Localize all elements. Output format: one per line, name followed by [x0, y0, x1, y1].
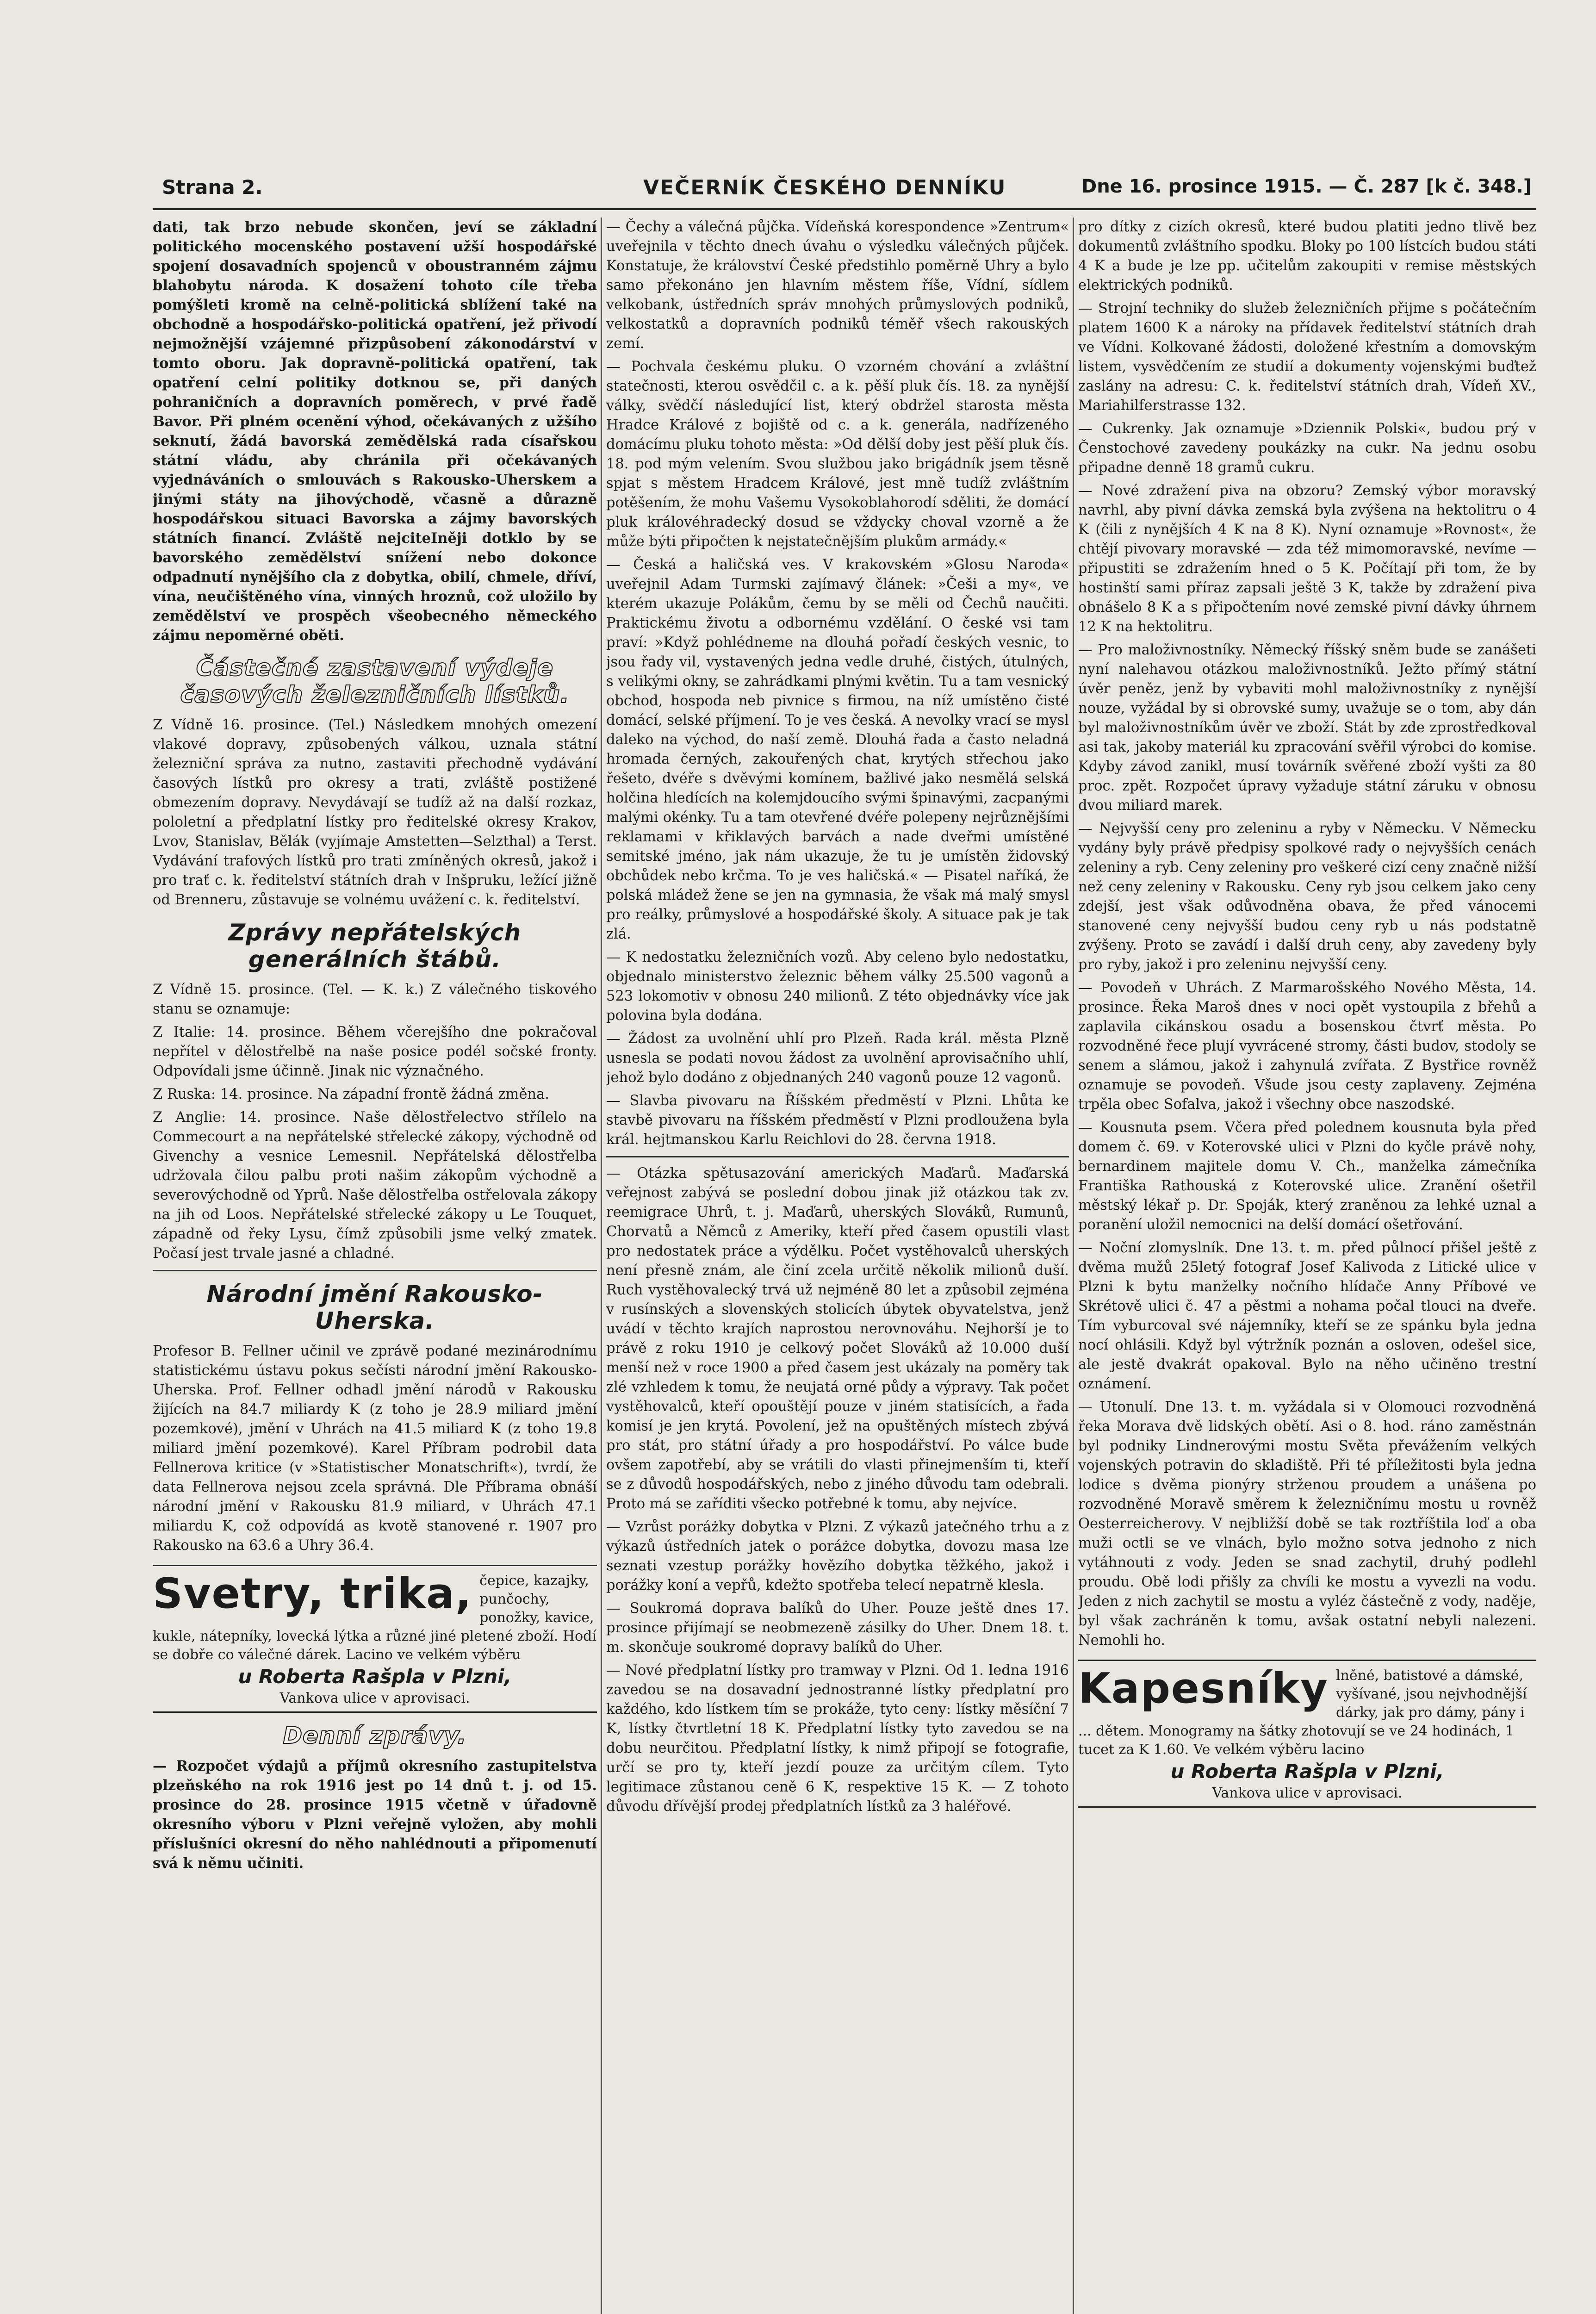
ad-firm: u Roberta Rašpla v Plzni,: [238, 1665, 512, 1688]
article-coal-request: — Žádost za uvolnění uhlí pro Plzeň. Rada král. města Plzně usnesla se podati novou žádost za uvolnění aprovisačního uhlí, jehož bylo dodáno z objednaných 240 vagonů pouze 12 vagonů.: [606, 1031, 1069, 1086]
ad-text: čepice, kazajky, punčochy, ponožky, kavice, kukle, nátepníky, lovecká lýtka a různé jiné pletené zboží. Hodí se dobře co válečné dárek. Lacino ve velkém výběru: [153, 1573, 596, 1663]
masthead: [153, 167, 1536, 210]
article-tickets-cont: pro dítky z cizích okresů, které budou platiti jedno tlivě bez dokumentů zvláštního spodku. Bloky po 100 lístcích budou státi 4 K a bude je lze pp. učitelům zakoupiti v remise městských elektrických podniků.: [1078, 219, 1536, 293]
article-enemy-reports-russia: Z Ruska: 14. prosince. Na západní frontě žádná změna.: [153, 1086, 549, 1102]
article-regiment-praise: — Pochvala českému pluku. O vzorném chování a zvláštní statečnosti, kterou osvědčil c. a k. pěší pluk čís. 18. za nynější války, svědčí následující list, který obdržel starosta města Hradce Králové z bojiště od c. a k. generála, nadřízeného domácímu pluku tohoto města: »Od dělší doby jest pěší pluk čís. 18. pod mým velením. Svou službou jako brigádník jsem těsně spjat s městem Hradcem Králové, jest mně tudíž zvláštním potěšením, že mohu Vašemu Vysokoblahorodí sděliti, že domácí pluk královéhradecký dosud se vždycky choval vzorně a že může býti připočten k nejstatečnějším plukům armády.«: [606, 359, 1069, 550]
article-war-loan: — Čechy a válečná půjčka. Vídeňská korespondence »Zentrum« uveřejnila v těchto dnech úvahu o výsledku válečných půjček. Konstatuje, že království České předstihlo poměrně Uhry a bylo samo překonáno jen hlavním městem říše, Vídní, sídlem velkobank, ústředních správ mnohých průmyslových podniků, velkostatků a dopravních podniků téměř všech rakouských zemí.: [606, 219, 1069, 352]
ad-address: Vankova ulice v aprovisaci.: [1212, 1785, 1403, 1801]
article-sugar: — Cukrenky. Jak oznamuje »Dziennik Polski«, budou prý v Čenstochové zavedeny poukázky na cukr. Na jednu osobu připadne denně 18 gramů cukru.: [1078, 421, 1536, 476]
lead-article-text: dati, tak brzo nebude skončen, jeví se základní politického mocenského postavení užší hospodářské spojení dosavadních spojenců v oboustranném zájmu blahobytu národa. K dosažení tohoto cíle třeba pomýšleti kromě na celně-politická sblížení také na obchodně a hospodářsko-politická opatření, jež přivodí nejmožnější vzájemné přizpůsobení zákonodárství v tomto oboru. Jak dopravně-politická opatření, tak opatření celní politiky dotknou se, při daných pohraničních a dopravních poměrech, v prvé řadě Bavor. Při plném ocenění výhod, očekávaných z užšího seknutí, žádá bavorská zemědělská rada císařskou státní vládu, aby chránila při očekávaných vyjednáváních o smlouvách s Rakousko-Uherskem a jinými státy na jihovýchodě, včasně a důrazně hospodářskou situaci Bavorska a zájmy bavorských státních financí. Zvláště nejciteIněji dotklo by se bavorského zemědělství snížení nebo dokonce odpadnutí nynějšího cla z dobytka, obilí, chmele, dříví, vína, neučištěného vína, vinných hroznů, což uložilo by zemědělství ve prospěch všeobecného německého zájmu nepoměrné oběti.: [153, 219, 597, 644]
advertisement-handkerchiefs: [1078, 1660, 1536, 1808]
newspaper-title: VEČERNÍK ČESKÉHO DENNÍKU: [643, 176, 1006, 199]
column-2: [606, 218, 1069, 1820]
column-rule-1: [601, 218, 602, 2314]
article-brewery: — Slavba pivovaru na Říšském předměstí v Plzni. Lhůta ke stavbě pivovaru na říšském předměstí v Plzni prodloužena byla král. hejtmanskou Karlu Reichlovi do 28. června 1918.: [606, 1093, 1069, 1148]
article-enemy-reports-intro: Z Vídně 15. prosince. (Tel. — K. k.) Z válečného tiskového stanu se oznamuje:: [153, 982, 597, 1017]
article-parcel-transport: — Soukromá doprava balíků do Uher. Pouze ještě dnes 17. prosince přijímají se neobmezeně zásilky do Uher. Dnem 18. t. m. skončuje soukromé dopravy balíků do Uher.: [606, 1600, 1069, 1655]
article-budget: — Rozpočet výdajů a příjmů okresního zastupitelstva plzeňského na rok 1916 jest po 14 dnů t. j. od 15. prosince do 28. prosince 1915 včetně v úřadovně okresního výboru v Plzni veřejně vyložen, aby mohli příslušníci okresní do něho nahlédnouti a připomenutí svá k němu učiniti.: [153, 1758, 597, 1872]
article-enemy-reports-england: Z Anglie: 14. prosince. Naše dělostřelectvo střílelo na Commecourt a na nepřátelské střelecké zákopy, východně od Givenchy a vesnice Lemesnil. Nepřátelská dělostřelba udržovala čilou palbu proti našim zákopům východně a severovýchodně od Yprů. Naše dělostřelba ostřelovala zákopy na jih od Loos. Nepřátelské střelecké zákopy u Le Touquet, západně od řeky Lysu, čímž způsobili jsme velký zmatek. Počasí jest trvale jasné a chladné.: [153, 1109, 597, 1262]
article-national-wealth: Profesor B. Fellner učinil ve zprávě podané mezinárodnímu statistickému ústavu pokus sečísti národní jmění Rakousko-Uherska. Prof. Fellner odhadl jmění národů v Rakousku žijících na 84.7 miliardy K (z toho je 28.9 miliard jmění pozemkové), jmění v Uhrách na 41.5 miliard K (z toho 19.8 miliard jmění pozemkové). Karel Příbram podrobil data Fellnerova kritice (v »Statistischer Monatschrift«), tvrdí, že data Fellnerova nejsou zcela správná. Dle Příbrama obnáší národní jmění v Rakousku 81.9 miliard, v Uhrách 47.1 miliardu K, což odpovídá as kvotě stanovené r. 1907 pro Rakousko na 63.6 a Uhry 36.4.: [153, 1343, 597, 1554]
article-beer-price: — Nové zdražení piva na obzoru? Zemský výbor moravský navrhl, aby pivní dávka zemská byla zvýšena na hektolitru o 4 K (čili z nynějších 4 K na 8 K). Nyní oznamuje »Rovnost«, že chtějí pivovary moravské — zda též mimomoravské, nevíme — připustiti se zdražením hned o 5 K. Počítají při tom, že by hostinští sami příraz zapsali ještě 3 K, takže by zdražení piva obnášelo 8 K a s připočtením nové zemské pivní dávky úhrnem 12 K na hektolitru.: [1078, 483, 1536, 635]
headline-national-wealth: Národní jmění Rakousko-Uherska.: [206, 1281, 543, 1334]
article-czech-galician-village: — Česká a haličská ves. V krakovském »Glosu Naroda« uveřejnil Adam Turmski zajímavý článek: »Češi a my«, ve kterém ukazuje Polákům, čemu by se měli od Čechů naučiti. Praktickému životu a odbornému vzdělání. O české vsi tam praví: »Když pohlédneme na dlouhá pořadí českých vesnic, to jsou řady vil, vystavených jedna vedle druhé, čistých, útulných, s velikými okny, se zahrádkami plnými květin. Tu a tam vesnický obchod, hospoda neb pivnice s firmou, na níž umístěno čisté domácí, selské příjmení. To je ves česká. A nevolky vrací se mysl daleko na východ, do naší země. Dlouhá řada a často neladná hromada černých, zakouřených chat, krytých střechou jako řešeto, dvéře s dvěvými komínem, bažlivé jako nesmělá selská holčina hledících na kolemjdoucího svými špinavými, zacpanými malými okénky. Tu a tam otevřené dvéře polepeny nejrůznějšími reklamami v křiklavých barvách a nade dveřmi umístěné semitské jméno, jak nám ukazuje, že tu je umístěn židovský obchůdek nebo krčma. To je ves haličská.« — Pisatel naříká, že polská mládež žene se jen na gymnasia, že však má malý smysl pro reálky, průmyslové a hospodářské školy. A situace pak je tak zlá.: [606, 557, 1069, 942]
ad-headline: Svetry, trika,: [153, 1569, 472, 1618]
issue-date: Dne 16. prosince 1915. — Č. 287 [k č. 348.]: [1081, 176, 1532, 197]
article-max-prices: — Nejvyšší ceny pro zeleninu a ryby v Německu. V Německu vydány byly právě předpisy spolkové rady o nejvyšších cenách zeleniny a ryb. Ceny zeleniny pro veškeré cizí ceny značně nižší než ceny zeleniny v Rakousku. Ceny ryb jsou celkem jako ceny zdejší, jest však odůvodněna obava, že před vánocemi stanovené ceny nejvyšší budou ceny ryb u nás podstatně zvýšeny. Proto se zavádí i další druh ceny, aby zavedeny byly pro ryby, jakož i pro zeleninu nejvyšší ceny.: [1078, 821, 1536, 973]
article-american-hungarians: — Otázka spětusazování amerických Maďarů. Maďarská veřejnost zabývá se poslední dobou jinak již otázkou tak zv. reemigrace Uhrů, t. j. Maďarů, uherských Slováků, Rumunů, Chorvatů a Němců z Ameriky, kteří před časem opustili vlast pro nedostatek práce a výdělku. Počet vystěhovalců uherských není přesně znám, ale činí zcela určitě několik milionů duší. Ruch vystěhovalecký trvá už nejméně 80 let a způsobil zejména v rusínských a slovenských stolicích úbytek obyvatelstva, jenž uvádí v těchto krajích naprostou nerovnováhu. Nejhorší je to právě z roku 1910 je celkový počet Slováků až 10.000 duší menší než v roce 1900 a před časem jest ukázaly na poměry tak zlé vzhledem k tomu, že neujatá orné půdy a výpravy. Tak počet vystěhovalců, kteří opouštějí pouze v jiném statisících, a řada komisí je jen krytá. Povolení, jež na opuštěných místech zbývá pro stát, pro státní úřady a pro hospodářství. Po válce bude ovšem zapotřebí, aby se vrátili do vlasti přinejmenším ti, kteří se z důvodů hospodářských, nebo z jiného důvodu tam odebrali. Proto má se zaříditi všecko potřebné k tomu, aby nejvíce.: [606, 1165, 1069, 1512]
divider: [606, 1156, 1069, 1157]
article-night-vandal: — Noční zlomyslník. Dne 13. t. m. před půlnocí přišel ještě z dvěma mužů 25letý fotograf Josef Kalivoda z Litické ulice v Plzni k bytu manželky nočního hlídače Anny Příbové ve Skrétově ulici č. 47 a pěstmi a nohama počal tlouci na dveře. Tím vyburcoval své nájemníky, kteří se ze spánku byla jedna nocí ohlásili. Když byl výtržník poznán a osloven, odešel sice, ale jestě dvakrát opakoval. Bylo na něho učiněno trestní oznámení.: [1078, 1240, 1536, 1392]
article-dog-bite: — Kousnuta psem. Včera před polednem kousnuta byla před domem č. 69. v Koterovské ulici v Plzni do kyčle právě nohy, bernardinem majitele domu V. Ch., manželka zámečníka Františka Rathouská z Koterovské ulice. Zranění ošetřil městský lékař p. Dr. Spoják, který zraněnou za lehké uznal a poranění uložil nemocnici na delší domácí ošetřování.: [1078, 1120, 1536, 1233]
article-rail-cars: — K nedostatku železničních vozů. Aby celeno bylo nedostatku, objednalo ministerstvo železnic během války 25.500 vagonů a 523 lokomotiv v obnosu 240 milionů. Z této objednávky více jak polovina byla dodána.: [606, 949, 1069, 1024]
newspaper-page: [153, 167, 1536, 2314]
article-railway-tickets: Z Vídně 16. prosince. (Tel.) Následkem mnohých omezení vlakové dopravy, způsobených válkou, uznala státní železniční správa za nutno, zastaviti přechodně vydávání časových lístků pro okresy a trati, zvláště postižené obmezením dopravy. Nevydávají se tudíž až na další rozkaz, pololetní a předplatní lístky pro ředitelské okresy Krakov, Lvov, Stanislav, Bělák (vyjímaje Amstetten—Selzthal) a Terst. Vydávání trafových lístků pro trati zmíněných okresů, jakož i pro trať c. k. ředitelství státních drah v Inšpruku, ležící jižně od Brenneru, zůstavuje se volnému uvážení c. k. ředitelství.: [153, 717, 597, 908]
article-tramway-tickets: — Nové předplatní lístky pro tramway v Plzni. Od 1. ledna 1916 zavedou se na dosavadní jednostranné lístky předplatní pro každého, kdo lístkem tím se prokáže, tyto ceny: lístky měsíční 7 K, lístky čtvrtletní 18 K. Předplatní lístky tyto zavedou se na dobu neurčitou. Předplatní lístky, k nimž připojí se fotografie, určí se pro ty, kteří jezdí pouze za určitým cílem. Tyto legitimace zůstanou ceně 6 K, respektive 15 K. — Z tohoto důvodu dřívější prodej předplatních lístků za 3 haléřové.: [606, 1662, 1069, 1815]
column-rule-2: [1073, 218, 1074, 2314]
article-drowned: — Utonulí. Dne 13. t. m. vyžádala si v Olomouci rozvodněná řeka Morava dvě lidských obětí. Asi o 8. hod. ráno zaměstnán byl podniky Lindnerovými mostu Světa převážením velkých vojenských potravin do skladiště. Při té příležitosti byla jedna lodice s dvěma pionýry strženou proudem a unášena po rozvodněné Moravě směrem k železničnímu mostu u rovněž Oesterreicherovy. V nejbližší době se tak roztříštila loď a oba muži octli se ve vlnách, bylo možno sotva jednoho z nich vytáhnouti z vody. Jeden se snad zachytil, druhý podlehl proudu. Obě lodi přišly za chvíli ke mostu a vyvezli na vodu. Jeden z nich zachytil se mostu a vyléz částečně z vody, naděje, byl však zachráněn k tomu, avšak ostatní nebyli nalezeni. Nemohli ho.: [1078, 1399, 1536, 1648]
advertisement-sweaters: [153, 1565, 597, 1713]
column-3: [1078, 218, 1536, 1816]
article-cattle-slaughter: — Vzrůst poráżky dobytka v Plzni. Z výkazů jatečného trhu a z výkazů ústředních jatek o poráżce dobytka, dovozu masa lze seznati vzestup porážky hovězího dobytka těžkého, jakož i porážky koní a vepřů, kdežto spotřeba telecí nepatrně klesla.: [606, 1519, 1069, 1593]
article-enemy-reports-italy: Z Italie: 14. prosince. Během včerejšího dne pokračoval nepřítel v dělostřelbě na naše posice podél sočské fronty. Odpovídali jsme účinně. Jinak nic význačného.: [153, 1024, 597, 1079]
ad-address: Vankova ulice v aprovisaci.: [279, 1690, 470, 1706]
divider: [153, 1270, 597, 1271]
article-flood: — Povodeň v Uhrách. Z Marmarošského Nového Města, 14. prosince. Řeka Maroš dnes v noci opět vystoupila z břehů a zaplavila cikánskou osadu a bosenskou čtvrť města. Po rozvodněné řece plují vyvrácené stromy, části budov, stodoly se senem a slámou, jakož i zahynulá zvířata. Z Bystřice rovněž oznamuje se povodeň. Všude jsou cesty zaplaveny. Zejména trpěla obec Sofalva, jakož i všechny obce naszodské.: [1078, 980, 1536, 1113]
article-railway-engineers: — Strojní techniky do služeb železničních přijme s počátečním platem 1600 K a nároky na přídavek ředitelství státních drah ve Vídni. Kolkované žádosti, doložené křestním a domovským listem, vysvědčením ze studií a dokumenty vojenskými buďtež zaslány na adresu: C. k. ředitelství státních drah, Vídeň XV., Mariahilferstrasse 132.: [1078, 300, 1536, 414]
ad-headline: Kapesníky: [1078, 1664, 1329, 1713]
ad-text: lněné, batistové a dámské, vyšívané, jsou nejvhodnější dárky, jak pro dámy, pány i ... dětem. Monogramy na šátky zhotovují se ve 24 hodinách, 1 tucet za K 1.60. Ve velkém výběru lacino: [1078, 1667, 1527, 1758]
page-number: Strana 2.: [162, 176, 263, 199]
column-1: [153, 218, 597, 1877]
headline-enemy-reports: Zprávy nepřátelských generálních štábů.: [228, 919, 522, 973]
headline-daily-news: Denní zprávy.: [283, 1722, 467, 1749]
ad-firm: u Roberta Rašpla v Plzni,: [1170, 1760, 1444, 1783]
article-small-traders: — Pro maloživnostníky. Německý říšský sněm bude se zanášeti nyní nalehavou otázkou maloživnostníků. Ježto přímý státní úvěr peněz, jenž by vybaviti mohl maloživnostníky z nynější nouze, vyžádal by si obrovské sumy, uvažuje se o tom, aby dán byl maloživnostníkům úvěr ve zboží. Stát by zde zprostředkoval asi tak, jakoby materiál ku zpracování svěřil výrobci do komise. Kdyby závod zanikl, musí továrník svěřené zboží vyšti za 80 proc. zpět. Rozpočet úpravy vyžaduje státní záruku v obnosu dvou miliard marek.: [1078, 642, 1536, 814]
headline-railway-tickets: Částečné zastavení výdeje časových železničních lístků.: [180, 654, 570, 708]
